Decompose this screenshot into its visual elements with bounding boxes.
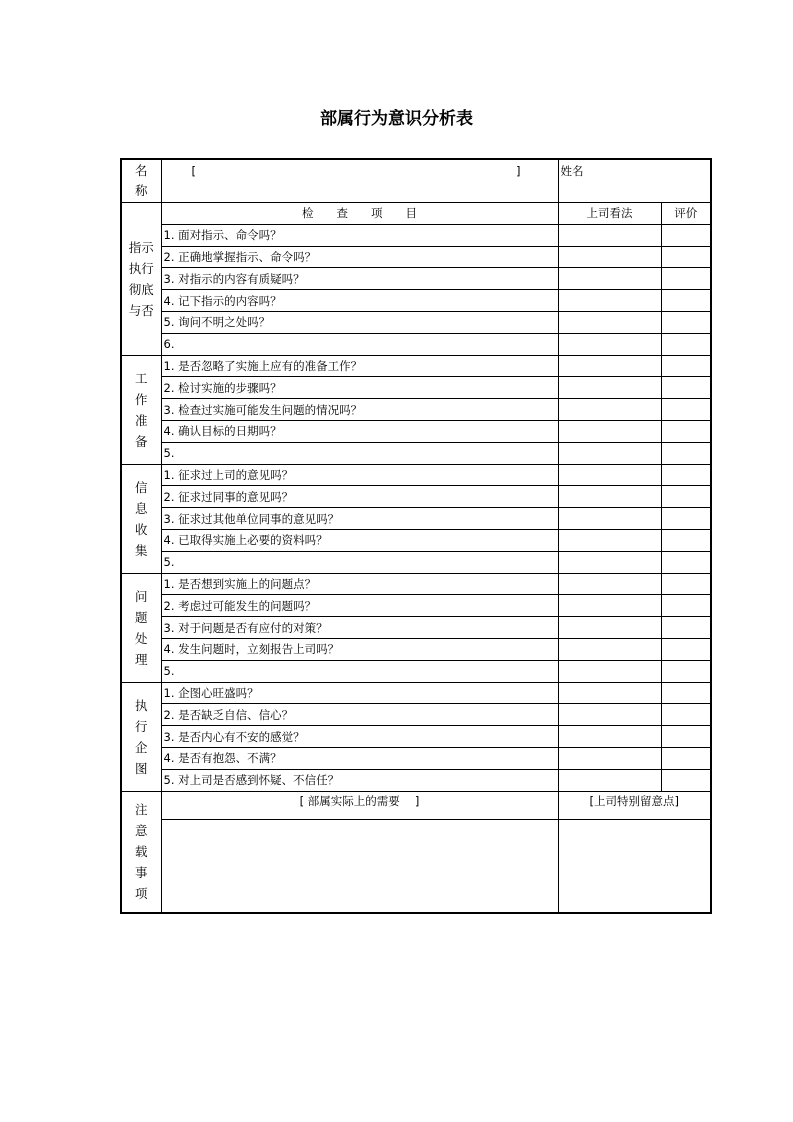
table-row — [121, 333, 711, 355]
rating-cell[interactable] — [661, 529, 711, 551]
boss-view-cell[interactable] — [558, 311, 661, 333]
check-item: 1. 是否想到实施上的问题点？ — [161, 573, 558, 595]
boss-view-cell[interactable] — [558, 660, 661, 682]
table-row — [121, 224, 711, 246]
rating-cell[interactable] — [661, 311, 711, 333]
check-item: 2. 是否缺乏自信、信心？ — [161, 704, 558, 726]
boss-view-cell[interactable] — [558, 442, 661, 464]
rating-cell[interactable] — [661, 595, 711, 617]
boss-view-cell[interactable] — [558, 573, 661, 595]
column-header-rating: 评价 — [661, 203, 711, 225]
table-row — [121, 442, 711, 464]
table-row — [121, 464, 711, 486]
rating-cell[interactable] — [661, 464, 711, 486]
boss-notes-header: [上司特别留意点] — [558, 791, 711, 819]
boss-notes-field[interactable] — [558, 819, 711, 913]
check-item: 4. 发生问题时，立刻报告上司吗？ — [161, 638, 558, 660]
boss-view-cell[interactable] — [558, 551, 661, 573]
bracket-close: ] — [516, 164, 521, 178]
subordinate-needs-field[interactable] — [161, 819, 558, 913]
table-row — [121, 290, 711, 312]
check-item: 5. — [161, 660, 558, 682]
notes-body-row — [121, 819, 711, 913]
boss-view-cell[interactable] — [558, 355, 661, 377]
boss-view-cell[interactable] — [558, 617, 661, 639]
rating-cell[interactable] — [661, 399, 711, 421]
check-item: 5. 询问不明之处吗？ — [161, 311, 558, 333]
table-row — [121, 573, 711, 595]
section-label: 信息收集 — [121, 464, 161, 573]
table-row — [121, 399, 711, 421]
table-row — [121, 355, 711, 377]
rating-cell[interactable] — [661, 442, 711, 464]
check-item: 3. 征求过其他单位同事的意见吗？ — [161, 508, 558, 530]
boss-view-cell[interactable] — [558, 399, 661, 421]
section-label: 指示执行彻底与否 — [121, 203, 161, 356]
rating-cell[interactable] — [661, 508, 711, 530]
column-header-items: 检 查 项 目 — [161, 203, 558, 225]
boss-view-cell[interactable] — [558, 747, 661, 769]
rating-cell[interactable] — [661, 355, 711, 377]
boss-view-cell[interactable] — [558, 224, 661, 246]
table-row — [121, 704, 711, 726]
rating-cell[interactable] — [661, 420, 711, 442]
table-row — [121, 617, 711, 639]
rating-cell[interactable] — [661, 224, 711, 246]
check-item: 1. 是否忽略了实施上应有的准备工作？ — [161, 355, 558, 377]
check-item: 2. 正确地掌握指示、命令吗？ — [161, 246, 558, 268]
rating-cell[interactable] — [661, 246, 711, 268]
rating-cell[interactable] — [661, 573, 711, 595]
boss-view-cell[interactable] — [558, 769, 661, 791]
boss-view-cell[interactable] — [558, 420, 661, 442]
check-item: 2. 检讨实施的步骤吗？ — [161, 377, 558, 399]
table-row — [121, 529, 711, 551]
check-item: 3. 对指示的内容有质疑吗？ — [161, 268, 558, 290]
rating-cell[interactable] — [661, 333, 711, 355]
table-row — [121, 769, 711, 791]
name-row — [121, 159, 711, 203]
check-item: 4. 记下指示的内容吗？ — [161, 290, 558, 312]
check-item: 4. 确认目标的日期吗？ — [161, 420, 558, 442]
check-item: 4. 已取得实施上必要的资料吗？ — [161, 529, 558, 551]
rating-cell[interactable] — [661, 769, 711, 791]
table-row — [121, 377, 711, 399]
table-row — [121, 246, 711, 268]
rating-cell[interactable] — [661, 377, 711, 399]
table-row — [121, 595, 711, 617]
boss-view-cell[interactable] — [558, 290, 661, 312]
check-item: 5. 对上司是否感到怀疑、不信任？ — [161, 769, 558, 791]
boss-view-cell[interactable] — [558, 595, 661, 617]
boss-view-cell[interactable] — [558, 268, 661, 290]
table-row — [121, 420, 711, 442]
table-row — [121, 638, 711, 660]
notes-label: 注意载事项 — [121, 791, 161, 913]
table-row — [121, 682, 711, 704]
rating-cell[interactable] — [661, 660, 711, 682]
section-label: 工作准备 — [121, 355, 161, 464]
boss-view-cell[interactable] — [558, 333, 661, 355]
boss-view-cell[interactable] — [558, 246, 661, 268]
boss-view-cell[interactable] — [558, 704, 661, 726]
section-label: 问题处理 — [121, 573, 161, 682]
person-name-field[interactable] — [558, 159, 711, 203]
check-item: 2. 征求过同事的意见吗？ — [161, 486, 558, 508]
check-item: 3. 检查过实施可能发生问题的情况吗？ — [161, 399, 558, 421]
table-row — [121, 660, 711, 682]
check-item: 3. 是否内心有不安的感觉？ — [161, 726, 558, 748]
boss-view-cell[interactable] — [558, 529, 661, 551]
page-title: 部属行为意识分析表 — [320, 109, 473, 129]
column-header-boss-view: 上司看法 — [558, 203, 661, 225]
boss-view-cell[interactable] — [558, 486, 661, 508]
boss-view-cell[interactable] — [558, 726, 661, 748]
subordinate-needs-header: [ 部属实际上的需要 ] — [161, 791, 558, 819]
table-row — [121, 747, 711, 769]
check-item: 5. — [161, 442, 558, 464]
check-item: 2. 考虑过可能发生的问题吗？ — [161, 595, 558, 617]
rating-cell[interactable] — [661, 268, 711, 290]
check-item: 1. 面对指示、命令吗？ — [161, 224, 558, 246]
check-item: 1. 征求过上司的意见吗？ — [161, 464, 558, 486]
bracket-open: [ — [191, 164, 196, 178]
table-row — [121, 203, 711, 225]
check-item: 5. — [161, 551, 558, 573]
person-label: 姓名 — [560, 164, 584, 178]
boss-view-cell[interactable] — [558, 508, 661, 530]
table-row — [121, 551, 711, 573]
rating-cell[interactable] — [661, 290, 711, 312]
check-item: 6. — [161, 333, 558, 355]
table-row — [121, 486, 711, 508]
boss-view-cell[interactable] — [558, 464, 661, 486]
name-field[interactable] — [161, 159, 558, 203]
section-label: 执行企图 — [121, 682, 161, 791]
table-row — [121, 268, 711, 290]
name-label: 名称 — [121, 159, 161, 203]
rating-cell[interactable] — [661, 747, 711, 769]
boss-view-cell[interactable] — [558, 682, 661, 704]
rating-cell[interactable] — [661, 486, 711, 508]
rating-cell[interactable] — [661, 726, 711, 748]
table-row — [121, 726, 711, 748]
rating-cell[interactable] — [661, 617, 711, 639]
boss-view-cell[interactable] — [558, 377, 661, 399]
table-row — [121, 508, 711, 530]
table-row — [121, 311, 711, 333]
rating-cell[interactable] — [661, 551, 711, 573]
rating-cell[interactable] — [661, 682, 711, 704]
check-item: 4. 是否有抱怨、不满？ — [161, 747, 558, 769]
rating-cell[interactable] — [661, 638, 711, 660]
check-item: 3. 对于问题是否有应付的对策？ — [161, 617, 558, 639]
rating-cell[interactable] — [661, 704, 711, 726]
boss-view-cell[interactable] — [558, 638, 661, 660]
notes-header-row — [121, 791, 711, 819]
analysis-table — [120, 158, 712, 914]
check-item: 1. 企图心旺盛吗？ — [161, 682, 558, 704]
